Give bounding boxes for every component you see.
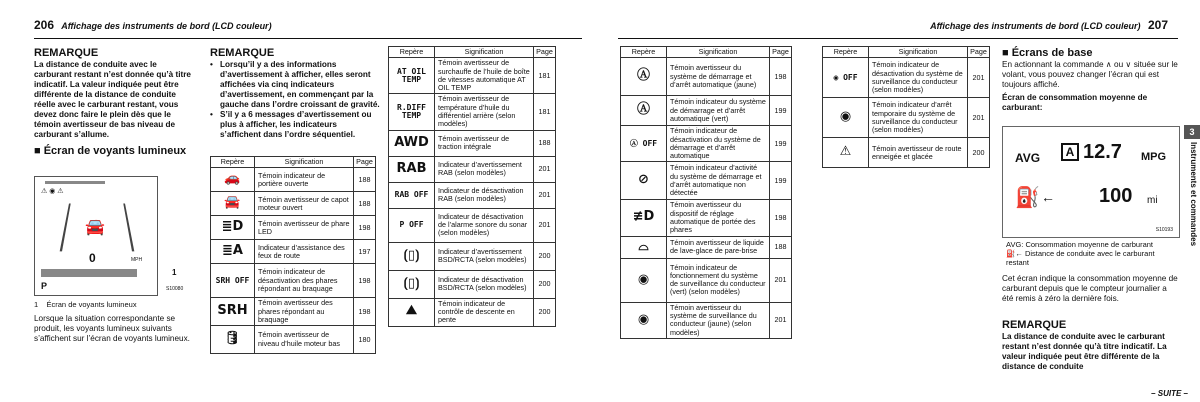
table-header-row — [621, 47, 792, 58]
rab-icon: RAB — [389, 156, 435, 182]
table-row — [823, 58, 990, 98]
remark-title: REMARQUE — [34, 47, 99, 59]
fuel-arrow-icon: ⛽← — [1006, 249, 1023, 258]
row-page: 201 — [770, 258, 792, 302]
page-number: 206 — [34, 18, 55, 32]
header-title: Affichage des instruments de bord (LCD couleur) — [930, 21, 1141, 31]
table-row — [621, 162, 792, 200]
row-meaning: Témoin avertisseur du dispositif de réglage automatique de portée des phares — [667, 200, 770, 236]
table-row — [211, 168, 376, 192]
col-header: Repère — [211, 157, 255, 168]
door-open-icon: 🚗 — [211, 168, 255, 192]
row-page: 198 — [354, 216, 376, 240]
hood-open-icon: 🚘 — [211, 192, 255, 216]
row-page: 201 — [534, 156, 556, 182]
avg-label: AVG — [1015, 151, 1041, 165]
remark2-bullet: • Lorsqu’il y a des informations d’avertissement à afficher, elles seront affichées via cinq indicateurs d’avertissement, en commençant par la gauche dans l’ordre croissant de gravité. — [210, 60, 380, 110]
figure-callout: 1 — [172, 268, 177, 277]
header-rule — [34, 38, 582, 39]
row-page: 199 — [770, 162, 792, 200]
at-oil-temp-icon: AT OIL TEMP — [389, 58, 435, 94]
row-page: 188 — [534, 130, 556, 156]
speed-unit: MPH — [131, 257, 143, 263]
high-beam-assist-icon: ≣A — [211, 240, 255, 264]
row-page: 199 — [770, 126, 792, 162]
row-page: 198 — [354, 264, 376, 298]
auto-stop-start-off-icon: Ⓐ OFF — [621, 126, 667, 162]
sonar-off-icon: P OFF — [389, 208, 435, 242]
awd-icon: AWD — [389, 130, 435, 156]
indicator-strip — [41, 269, 137, 277]
row-page: 200 — [968, 138, 990, 168]
fuel-economy-figure — [1002, 126, 1180, 238]
warning-icons: ⚠ ◉ ⚠ — [41, 188, 64, 195]
basic-screens-title — [1002, 48, 1178, 58]
row-meaning: Témoin avertisseur de liquide de lave-glace de pare-brise — [667, 236, 770, 258]
row-meaning: Témoin indicateur de fonctionnement du système de surveillance du conducteur (vert) (selon modèles) — [667, 258, 770, 302]
figure-code: S10080 — [166, 286, 184, 292]
caption-number: 1 — [34, 300, 39, 309]
table-row — [823, 98, 990, 138]
row-page: 201 — [968, 58, 990, 98]
row-page: 198 — [770, 58, 792, 96]
row-meaning: Témoin avertisseur de surchauffe de l’huile de boîte de vitesses automatique AT OIL TEMP — [435, 58, 534, 94]
legend-range: ⛽← Distance de conduite avec le carburant restant — [1006, 249, 1155, 267]
col-header: Signification — [435, 47, 534, 58]
row-meaning: Témoin avertisseur de traction intégrale — [435, 130, 534, 156]
col-header: Repère — [389, 47, 435, 58]
row-page: 200 — [534, 270, 556, 298]
oil-level-icon: 🛢 — [211, 326, 255, 354]
row-page: 201 — [968, 98, 990, 138]
a-badge: A — [1061, 143, 1079, 161]
table-row — [621, 126, 792, 162]
row-page: 188 — [354, 168, 376, 192]
row-meaning: Témoin indicateur de désactivation des phares répondant au braquage — [255, 264, 354, 298]
row-meaning: Indicateur d’avertissement BSD/RCTA (selon modèles) — [435, 242, 534, 270]
row-meaning: Témoin avertisseur de route enneigée et glacée — [869, 138, 968, 168]
chapter-tab: 3 — [1184, 125, 1200, 139]
indicator-table-3 — [620, 46, 792, 339]
row-meaning: Témoin indicateur du système de démarrage et d’arrêt automatique (vert) — [667, 96, 770, 126]
table-row — [389, 156, 556, 182]
basic-screens-title-text: Écrans de base — [1011, 47, 1093, 59]
row-meaning: Témoin avertisseur des phares répondant au braquage — [255, 298, 354, 326]
left-page-header — [34, 18, 272, 32]
table-row — [211, 240, 376, 264]
col-header: Repère — [823, 47, 869, 58]
col-header: Signification — [869, 47, 968, 58]
table-row — [211, 264, 376, 298]
auto-stop-start-green-icon: Ⓐ — [621, 96, 667, 126]
col-header: Page — [968, 47, 990, 58]
row-meaning: Témoin indicateur d’arrêt temporaire du système de surveillance du conducteur (selon modèles) — [869, 98, 968, 138]
table-row — [621, 58, 792, 96]
row-page: 201 — [770, 302, 792, 338]
row-page: 201 — [534, 208, 556, 242]
right-remark — [1002, 320, 1178, 372]
arrow-left-icon: ← — [1041, 189, 1055, 205]
rab-off-icon: RAB OFF — [389, 182, 435, 208]
table-row — [389, 94, 556, 130]
remark-title: REMARQUE — [1002, 319, 1067, 331]
gauge-bar — [45, 181, 105, 184]
indicator-table-1 — [210, 156, 376, 354]
range-unit: mi — [1147, 195, 1158, 206]
basic-screens-section — [1002, 48, 1178, 113]
bsd-rcta-off-icon: ⟮▯⟯ — [389, 270, 435, 298]
srh-icon: SRH — [211, 298, 255, 326]
row-meaning: Témoin avertisseur du système de surveillance du conducteur (jaune) (selon modèles) — [667, 302, 770, 338]
row-meaning: Témoin indicateur de contrôle de descente en pente — [435, 298, 534, 326]
row-page: 198 — [354, 298, 376, 326]
indicator-table-2 — [388, 46, 556, 327]
driver-monitor-amber-icon: ◉ — [621, 302, 667, 338]
gear-indicator: P — [41, 281, 48, 291]
table-row — [389, 242, 556, 270]
row-meaning: Témoin avertisseur de capot moteur ouvert — [255, 192, 354, 216]
speed-value: 0 — [89, 251, 96, 265]
driver-monitor-green-icon: ◉ — [621, 258, 667, 302]
row-meaning: Témoin indicateur de portière ouverte — [255, 168, 354, 192]
row-page: 181 — [534, 58, 556, 94]
figure-code: S10193 — [1155, 227, 1173, 233]
icy-road-icon: ⚠ — [823, 138, 869, 168]
car-icon: 🚘 — [85, 219, 105, 236]
table-row — [211, 216, 376, 240]
indicator-table-4 — [822, 46, 990, 168]
headlight-leveling-icon: ≢D — [621, 200, 667, 236]
row-meaning: Indicateur de désactivation de l’alarme sonore du sonar (selon modèles) — [435, 208, 534, 242]
col-header: Page — [534, 47, 556, 58]
col-header: Signification — [255, 157, 354, 168]
row-page: 188 — [770, 236, 792, 258]
table-header-row — [823, 47, 990, 58]
table-row — [389, 182, 556, 208]
description: Cet écran indique la consommation moyenne de carburant depuis que le compteur journalier a été remis à zéro la dernière fois. — [1002, 274, 1178, 303]
table-row — [211, 326, 376, 354]
header-rule — [618, 38, 1178, 39]
hill-descent-icon: ⛰ — [389, 298, 435, 326]
remark-text: La distance de conduite avec le carburant restant n’est donnée qu’à titre indicatif. La valeur indiquée peut être différente de la distance de conduite réelle avec le carburant restant, vous devez donc faire le plein dès que le témoin avertisseur de bas niveau de carburant s’allume. — [34, 60, 191, 139]
row-page: 200 — [534, 298, 556, 326]
row-page: 198 — [770, 200, 792, 236]
page-number: 207 — [1147, 18, 1168, 32]
section-title-text: Écran de voyants lumineux — [43, 145, 187, 157]
row-meaning: Témoin avertisseur de phare LED — [255, 216, 354, 240]
avg-value: 12.7 — [1083, 141, 1122, 163]
table-row — [389, 58, 556, 94]
row-meaning: Indicateur d’avertissement RAB (selon modèles) — [435, 156, 534, 182]
remark2-list — [210, 60, 380, 140]
col-header: Page — [770, 47, 792, 58]
table-row — [389, 130, 556, 156]
driver-monitor-off-icon: ◉ OFF — [823, 58, 869, 98]
left-column — [34, 48, 194, 160]
square-bullet-icon: ■ — [1002, 47, 1009, 59]
remark2-title: REMARQUE — [210, 47, 275, 59]
avg-unit: MPG — [1141, 151, 1167, 163]
washer-fluid-icon: ⌓ — [621, 236, 667, 258]
row-page: 201 — [534, 182, 556, 208]
auto-stop-start-inactive-icon: ⊘ — [621, 162, 667, 200]
row-page: 197 — [354, 240, 376, 264]
table-row — [621, 258, 792, 302]
r-diff-temp-icon: R.DIFF TEMP — [389, 94, 435, 130]
indicator-screen-figure — [34, 176, 158, 296]
row-meaning: Témoin indicateur de désactivation du système de surveillance du conducteur (selon modèles) — [869, 58, 968, 98]
remark-text: La distance de conduite avec le carburant restant n’est donnée qu’à titre indicatif. La valeur indiquée peut être différente de la distance de conduite — [1002, 332, 1167, 371]
table-row — [823, 138, 990, 168]
row-meaning: Témoin indicateur d’activité du système de démarrage et d’arrêt automatique non détectée — [667, 162, 770, 200]
caption-text: Écran de voyants lumineux — [46, 300, 137, 309]
table-row — [621, 200, 792, 236]
row-meaning: Témoin avertisseur du système de démarrage et d’arrêt automatique (jaune) — [667, 58, 770, 96]
led-headlight-icon: ≣D — [211, 216, 255, 240]
row-meaning: Indicateur de désactivation RAB (selon modèles) — [435, 182, 534, 208]
table-row — [621, 302, 792, 338]
bsd-rcta-icon: ⟮▯⟯ — [389, 242, 435, 270]
basic-screens-subtitle: Écran de consommation moyenne de carburant: — [1002, 93, 1148, 112]
row-meaning: Indicateur de désactivation BSD/RCTA (selon modèles) — [435, 270, 534, 298]
section-title — [34, 146, 194, 156]
header-title: Affichage des instruments de bord (LCD couleur) — [61, 21, 272, 31]
table-row — [389, 208, 556, 242]
auto-stop-start-amber-icon: Ⓐ — [621, 58, 667, 96]
table-row — [621, 236, 792, 258]
table-row — [621, 96, 792, 126]
table-row — [211, 298, 376, 326]
table-header-row — [211, 157, 376, 168]
table-row — [389, 270, 556, 298]
chapter-title: Instruments et commandes — [1189, 142, 1198, 247]
figure-caption — [34, 300, 194, 310]
row-meaning: Témoin avertisseur de niveau d’huile moteur bas — [255, 326, 354, 354]
driver-monitor-pause-icon: ◉ — [823, 98, 869, 138]
square-bullet-icon: ■ — [34, 145, 41, 157]
col-header: Repère — [621, 47, 667, 58]
col-header: Signification — [667, 47, 770, 58]
row-meaning: Indicateur d’assistance des feux de route — [255, 240, 354, 264]
table-row — [211, 192, 376, 216]
range-value: 100 — [1099, 185, 1133, 207]
row-page: 199 — [770, 96, 792, 126]
legend-avg: AVG: Consommation moyenne de carburant — [1006, 240, 1154, 249]
row-page: 181 — [534, 94, 556, 130]
remark2 — [210, 48, 380, 140]
intro-text: Lorsque la situation correspondante se produit, les voyants lumineux suivants s’affichent sur l’écran de voyants lumineux. — [34, 314, 190, 343]
right-page-header — [930, 18, 1168, 32]
table-row — [389, 298, 556, 326]
srh-off-icon: SRH OFF — [211, 264, 255, 298]
suite-label: – SUITE – — [1151, 389, 1188, 398]
basic-screens-text: En actionnant la commande ∧ ou ∨ située sur le volant, vous pouvez changer l’écran qui est toujours affiché. — [1002, 60, 1178, 89]
col-header: Page — [354, 157, 376, 168]
right-page — [618, 0, 1200, 402]
row-meaning: Témoin indicateur de désactivation du système de démarrage et d’arrêt automatique — [667, 126, 770, 162]
row-meaning: Témoin avertisseur de température d’huile du différentiel arrière (selon modèles) — [435, 94, 534, 130]
remark2-bullet: • S’il y a 6 messages d’avertissement ou plus à afficher, les indicateurs s’affichent dans l’ordre séquentiel. — [210, 110, 380, 140]
table-header-row — [389, 47, 556, 58]
row-page: 180 — [354, 326, 376, 354]
row-page: 188 — [354, 192, 376, 216]
left-page — [0, 0, 582, 402]
fuel-pump-icon: ⛽ — [1015, 187, 1040, 209]
row-page: 200 — [534, 242, 556, 270]
legend — [1002, 240, 1178, 267]
